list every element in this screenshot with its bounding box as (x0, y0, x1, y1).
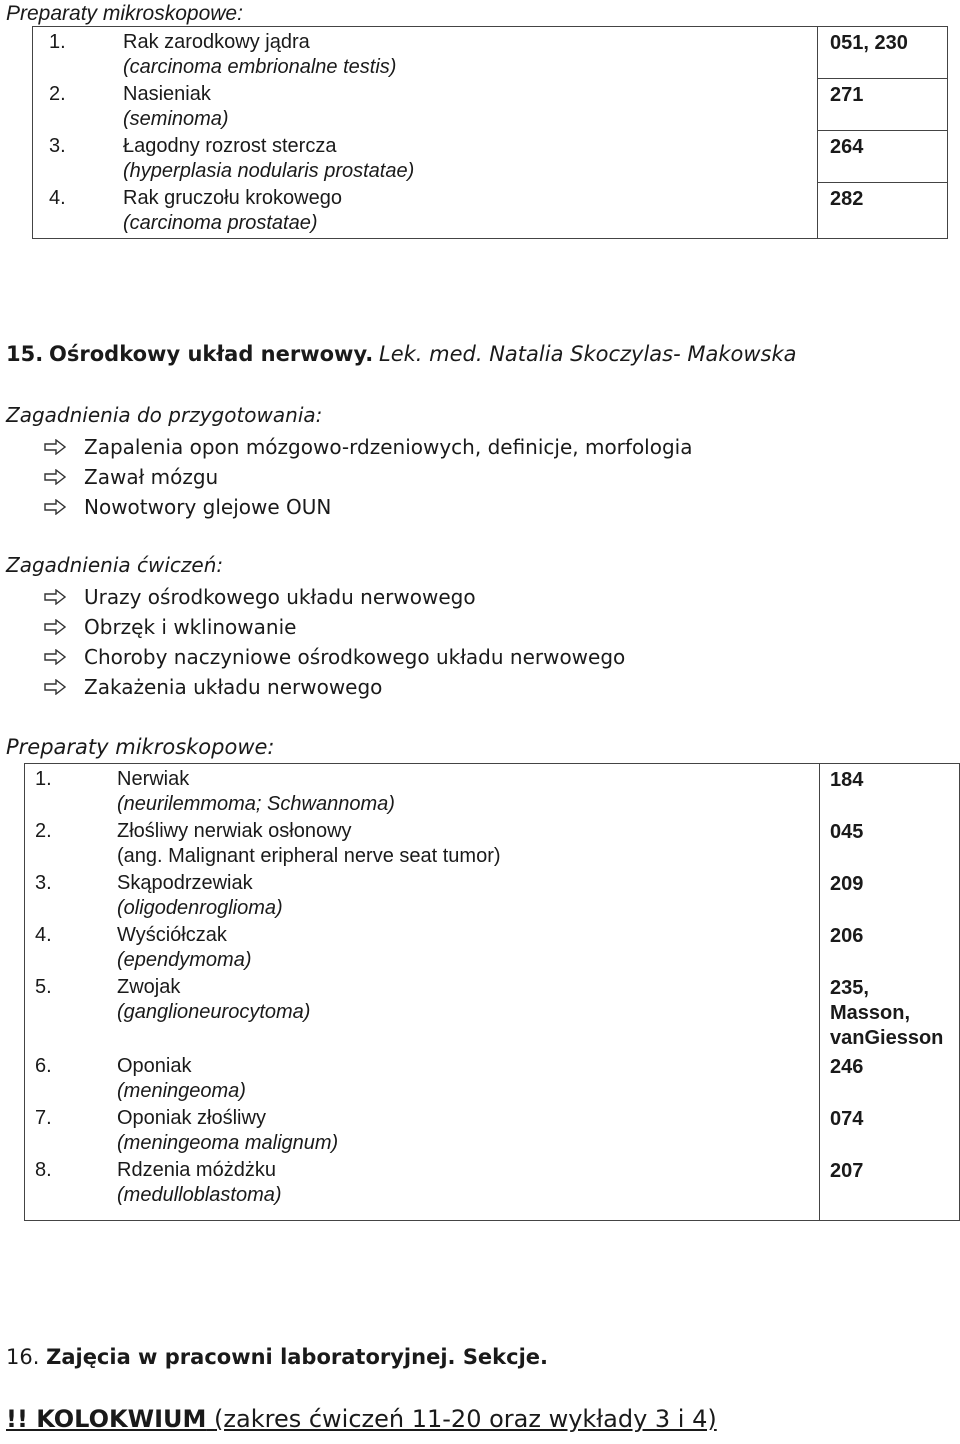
specimen-name: Oponiak złośliwy (117, 1107, 266, 1129)
list-item: Choroby naczyniowe ośrodkowego układu nerwowego (0, 642, 625, 672)
table-row: 2. Nasieniak (seminoma) (43, 82, 817, 134)
section-15-title: 15. Ośrodkowy układ nerwowy. Lek. med. Natalia Skoczylas- Makowska (6, 342, 797, 366)
specimen-latin: (meningeoma) (117, 1080, 246, 1102)
table-row: 2. Złośliwy nerwiak osłonowy (ang. Malignant eripheral nerve seat tumor) (35, 819, 819, 871)
kolokwium-note: !! KOLOKWIUM (zakres ćwiczeń 11-20 oraz wykłady 3 i 4) (6, 1405, 717, 1433)
specimen-code: 235, Masson, vanGiesson (830, 977, 944, 1049)
specimen-latin: (ependymoma) (117, 949, 252, 971)
specimens-heading-15: Preparaty mikroskopowe: (6, 735, 275, 759)
exercise-topics-list (0, 582, 625, 702)
specimen-codes-cell (820, 764, 960, 1221)
table-row: 1. Rak zarodkowy jądra (carcinoma embrionalne testis) (43, 30, 817, 82)
specimen-latin: (ganglioneurocytoma) (117, 1001, 311, 1023)
table-row: 6. Oponiak (meningeoma) (35, 1054, 819, 1106)
specimen-code: 209 (830, 873, 864, 895)
arrow-right-icon (44, 679, 74, 695)
specimen-latin: (ang. Malignant eripheral nerve seat tumor) (117, 845, 501, 867)
prep-topics-list (0, 432, 693, 522)
specimen-name: Nerwiak (117, 768, 190, 790)
specimen-names-cell (33, 27, 818, 239)
specimens-table-14 (32, 26, 948, 239)
specimen-latin: (oligodenroglioma) (117, 897, 283, 919)
list-item: Obrzęk i wklinowanie (0, 612, 625, 642)
list-item: Zapalenia opon mózgowo-rdzeniowych, definicje, morfologia (0, 432, 693, 462)
table-row: 3. Łagodny rozrost stercza (hyperplasia nodularis prostatae) (43, 134, 817, 186)
list-item: Urazy ośrodkowego układu nerwowego (0, 582, 625, 612)
specimen-code: 074 (830, 1108, 864, 1130)
specimen-name: Łagodny rozrost stercza (123, 135, 337, 157)
list-item: Zakażenia układu nerwowego (0, 672, 625, 702)
specimen-latin: (neurilemmoma; Schwannoma) (117, 793, 395, 815)
specimen-latin: (seminoma) (123, 108, 229, 130)
specimen-code: 051, 230 (818, 27, 947, 79)
table-row: 4. Wyściółczak (ependymoma) (35, 923, 819, 975)
specimen-name: Złośliwy nerwiak osłonowy (117, 820, 352, 842)
arrow-right-icon (44, 619, 74, 635)
arrow-right-icon (44, 649, 74, 665)
specimen-name: Skąpodrzewiak (117, 872, 253, 894)
specimen-name: Rdzenia móżdżku (117, 1159, 276, 1181)
arrow-right-icon (44, 439, 74, 455)
specimen-code: 184 (830, 769, 864, 791)
specimen-names-cell (25, 764, 820, 1221)
table-row: 3. Skąpodrzewiak (oligodenroglioma) (35, 871, 819, 923)
arrow-right-icon (44, 469, 74, 485)
specimen-name: Wyściółczak (117, 924, 227, 946)
table-row: 7. Oponiak złośliwy (meningeoma malignum) (35, 1106, 819, 1158)
specimen-name: Rak zarodkowy jądra (123, 31, 310, 53)
specimen-latin: (medulloblastoma) (117, 1184, 282, 1206)
list-item: Nowotwory glejowe OUN (0, 492, 693, 522)
section-16-title: 16. Zajęcia w pracowni laboratoryjnej. Sekcje. (6, 1345, 549, 1369)
specimens-heading-14: Preparaty mikroskopowe: (6, 2, 243, 25)
table-row: 4. Rak gruczołu krokowego (carcinoma prostatae) (43, 186, 817, 237)
specimen-code: 045 (830, 821, 864, 843)
specimen-code: 264 (818, 131, 947, 183)
specimen-latin: (hyperplasia nodularis prostatae) (123, 160, 415, 182)
specimen-name: Nasieniak (123, 83, 211, 105)
list-item: Zawał mózgu (0, 462, 693, 492)
specimens-table-15 (24, 763, 960, 1221)
table-row: 1. Nerwiak (neurilemmoma; Schwannoma) (35, 767, 819, 819)
specimen-code: 271 (818, 79, 947, 131)
exercise-topics-label: Zagadnienia ćwiczeń: (6, 553, 224, 577)
arrow-right-icon (44, 589, 74, 605)
specimen-name: Oponiak (117, 1055, 192, 1077)
specimen-name: Rak gruczołu krokowego (123, 187, 342, 209)
specimen-code: 207 (830, 1160, 864, 1182)
specimen-latin: (carcinoma prostatae) (123, 212, 318, 234)
table-row: 8. Rdzenia móżdżku (medulloblastoma) (35, 1158, 819, 1210)
table-row: 5. Zwojak (ganglioneurocytoma) (35, 975, 819, 1054)
prep-topics-label: Zagadnienia do przygotowania: (6, 403, 323, 427)
arrow-right-icon (44, 499, 74, 515)
specimen-code: 282 (830, 188, 864, 210)
specimen-latin: (carcinoma embrionalne testis) (123, 56, 397, 78)
specimen-code: 246 (830, 1056, 864, 1078)
specimen-latin: (meningeoma malignum) (117, 1132, 339, 1154)
specimen-name: Zwojak (117, 976, 181, 998)
specimen-code: 206 (830, 925, 864, 947)
